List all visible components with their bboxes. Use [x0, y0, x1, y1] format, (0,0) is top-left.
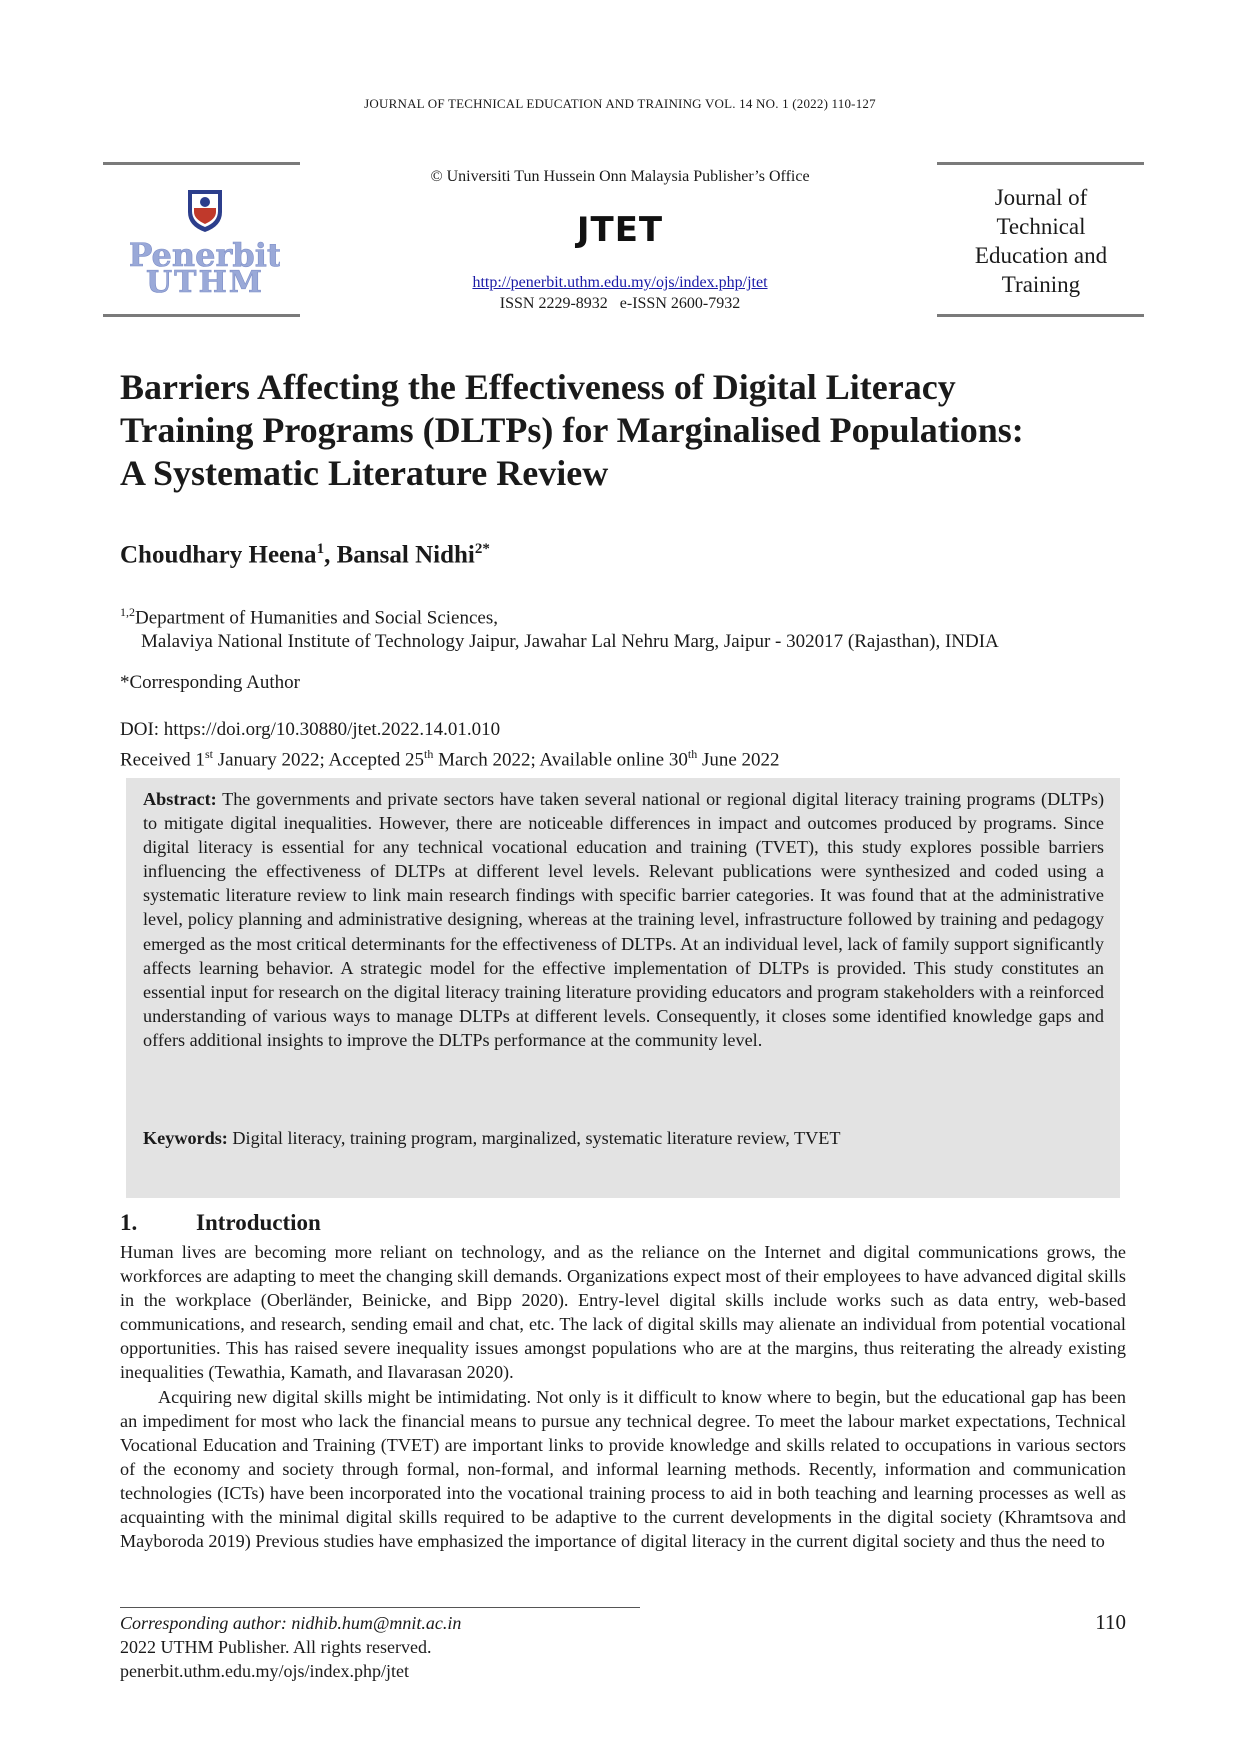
- paper-title: [120, 366, 1120, 495]
- svg-text:Penerbit: Penerbit: [130, 236, 280, 274]
- issn-line: ISSN 2229-8932 e-ISSN 2600-7932: [499, 295, 741, 312]
- footer-url: penerbit.uthm.edu.my/ojs/index.php/jtet: [120, 1661, 409, 1681]
- publisher-logo: [130, 186, 280, 296]
- publisher-line: © Universiti Tun Hussein Onn Malaysia Publisher’s Office: [430, 168, 810, 185]
- paragraph: Human lives are becoming more reliant on technology, and as the reliance on the Internet and digital communications grows, the workforces are adapting to meet the changing skill demands. Organizations expect most of their employees to have advanced digital skills in the workplace (Oberländer, Beinicke, and Bipp 2020). Entry-level digital skills include works such as data entry, web-based communications, and research, sending email and chat, etc. The lack of digital skills may alienate an individual from potential vocational opportunities. This has raised severe inequality issues amongst populations who are at the margins, thus reiterating the already existing inequalities (Tewathia, Kamath, and Ilavarasan 2020).: [120, 1242, 1126, 1383]
- paragraph: Acquiring new digital skills might be intimidating. Not only is it difficult to know where to begin, but the educational gap has been an impediment for most who lack the financial means to pursue any technical degree. To meet the labour market expectations, Technical Vocational Education and Training (TVET) are important links to provide knowledge and skills related to occupations in various sectors of the economy and society through formal, non-formal, and informal learning methods. Recently, information and communication technologies (ICTs) have been incorporated into the vocational training process to aid in both teaching and learning processes as well as acquainting with the minimal digital skills required to be adaptive to the current developments in the digital society (Khramtsova and Mayboroda 2019) Previous studies have emphasized the importance of digital literacy in the current digital society and thus the need to: [120, 1386, 1126, 1552]
- page-footer: [120, 1611, 461, 1683]
- author-affil-sup: 2*: [474, 541, 490, 557]
- journal-name-line: Journal of: [994, 185, 1088, 210]
- page-number: 110: [1095, 1610, 1126, 1634]
- keywords: [143, 1126, 1104, 1150]
- author-list: Choudhary Heena$^1$, Bansal Nidhi$^{2*}$: [120, 541, 490, 569]
- section-title: Introduction: [196, 1210, 321, 1235]
- affiliation-line: Malaviya National Institute of Technology Jaipur, Jawahar Lal Nehru Marg, Jaipur - 302017 (Rajasthan), INDIA: [141, 631, 999, 653]
- section-heading: [120, 1210, 321, 1236]
- author-name: Choudhary Heena: [120, 541, 317, 569]
- abstract-text: The governments and private sectors have taken several national or regional digital literacy training programs (DLTPs) to mitigate digital inequalities. However, there are noticeable differences in impact and outcomes produced by programs. Since digital literacy is essential for any technical vocational education and training (TVET), this study explores possible barriers influencing the effectiveness of DLTPs at different level levels. Relevant publications were synthesized and coded using a systematic literature review to link main research findings with specific barrier categories. It was found that at the administrative level, policy planning and administrative designing, whereas at the training level, infrastructure followed by training and pedagogy emerged as the most critical determinants for the effectiveness of DLTPs. At an individual level, lack of family support significantly affects learning behavior. A strategic model for the effective implementation of DLTPs is provided. This study constitutes an essential input for research on the digital literacy training literature providing educators and program stakeholders with a reinforced understanding of various ways to manage DLTPs at different levels. Consequently, it closes some identified knowledge gaps and offers additional insights to improve the DLTPs performance at the community level.: [143, 789, 1105, 1050]
- header-rule-right-top: [937, 162, 1144, 165]
- footer-corresponding: Corresponding author: nidhib.hum@mnit.ac.in: [120, 1613, 462, 1633]
- section-number: 1.: [120, 1210, 138, 1235]
- title-line: A Systematic Literature Review: [120, 453, 609, 493]
- header-rule-left-top: [103, 162, 300, 165]
- body-text: [120, 1240, 1126, 1553]
- running-head: JOURNAL OF TECHNICAL EDUCATION AND TRAINING VOL. 14 NO. 1 (2022) 110-127: [364, 96, 876, 111]
- author-affil-sup: 1: [316, 541, 325, 557]
- affiliation-line: Department of Humanities and Social Sciences,: [135, 607, 499, 629]
- journal-url: [340, 274, 900, 292]
- keywords-text: Digital literacy, training program, marginalized, systematic literature review, TVET: [232, 1128, 841, 1148]
- affiliation: [120, 600, 1150, 654]
- author-name: Bansal Nidhi: [336, 541, 475, 569]
- footer-rule: [120, 1607, 640, 1608]
- abstract-label: Abstract:: [143, 789, 217, 809]
- header-rule-left-bottom: [103, 314, 300, 317]
- journal-name-line: Training: [1001, 272, 1081, 297]
- header-rule-right-bottom: [937, 314, 1144, 317]
- svg-text:UTHM: UTHM: [145, 265, 265, 296]
- shield-crest-icon: [130, 186, 280, 296]
- journal-name-line: Technical: [996, 214, 1086, 239]
- abstract: [143, 787, 1104, 1052]
- journal-name-line: Education and: [974, 243, 1108, 268]
- corresponding-note: *Corresponding Author: [120, 672, 300, 693]
- keywords-label: Keywords:: [143, 1128, 228, 1148]
- journal-url-link[interactable]: http://penerbit.uthm.edu.my/ojs/index.php/jtet: [472, 274, 768, 291]
- doi: DOI: https://doi.org/10.30880/jtet.2022.14.01.010: [120, 719, 501, 740]
- footer-copyright: 2022 UTHM Publisher. All rights reserved.: [120, 1637, 432, 1657]
- journal-name: [945, 183, 1137, 299]
- article-dates: Received 1st January 2022; Accepted 25th March 2022; Available online 30th June 2022: [120, 747, 780, 771]
- title-line: Barriers Affecting the Effectiveness of Digital Literacy: [120, 367, 956, 407]
- affiliation-sup: 1,2: [120, 605, 135, 619]
- doi-block: [120, 718, 780, 772]
- journal-abbrev: JTET: [576, 210, 664, 250]
- title-line: Training Programs (DLTPs) for Marginalised Populations:: [120, 410, 1024, 450]
